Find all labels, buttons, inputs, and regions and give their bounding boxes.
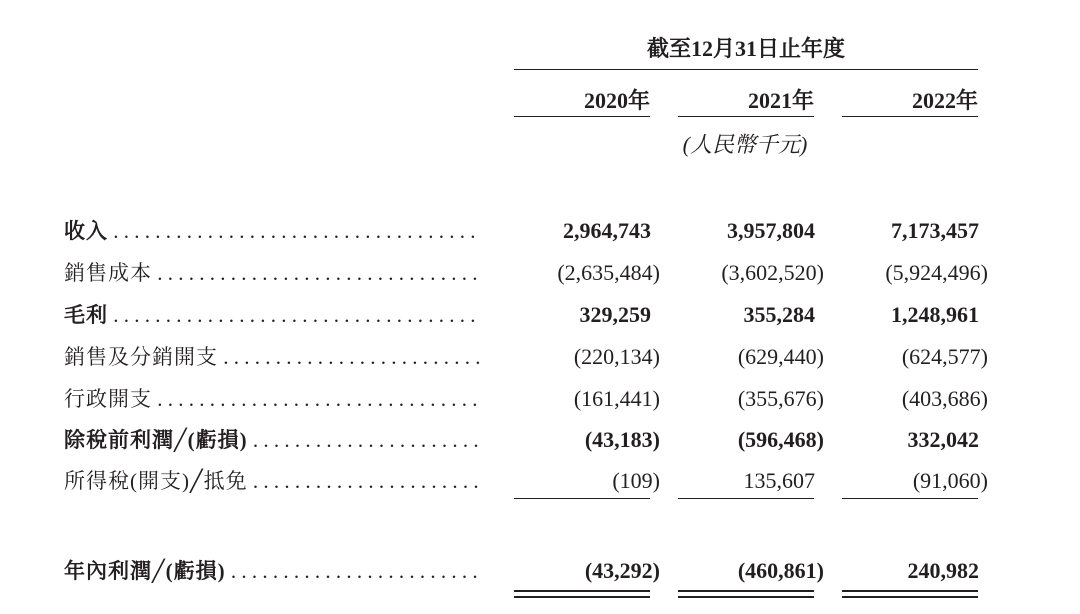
- row-revenue: [0, 213, 1080, 249]
- row-label: 行政開支 . . .: [64, 381, 482, 417]
- row-label: 年內利潤╱(虧損) . . .: [64, 553, 482, 589]
- row-label: 銷售成本 . . .: [64, 255, 482, 291]
- value-2021: (460,861): [737, 558, 824, 583]
- value-2020: 2,964,743: [563, 218, 651, 243]
- period-header-rule: [514, 69, 978, 70]
- value-2022: 1,248,961: [891, 302, 979, 327]
- year-header-2021: 2021年: [747, 88, 814, 113]
- value-2021: 3,957,804: [727, 218, 815, 243]
- value-2020: (43,183): [584, 427, 660, 452]
- value-2022: (91,060): [912, 468, 988, 493]
- subtotal-rule-2022: [842, 498, 978, 499]
- row-label: 除稅前利潤╱(虧損) . . .: [64, 422, 482, 458]
- row-label: 所得稅(開支)╱抵免 . . .: [64, 463, 482, 499]
- value-2022: (624,577): [901, 344, 988, 369]
- value-2021: (355,676): [737, 386, 824, 411]
- value-2022: (403,686): [901, 386, 988, 411]
- value-2020: (2,635,484): [557, 260, 660, 285]
- row-selling-distribution-expenses: [0, 339, 1080, 375]
- row-profit-for-year: [0, 553, 1080, 589]
- year-rule-2022: [842, 116, 978, 117]
- value-2020: 329,259: [579, 302, 651, 327]
- row-label: 收入 . . .: [64, 213, 482, 249]
- value-2020: (43,292): [584, 558, 660, 583]
- period-header: 截至12月31日止年度: [646, 36, 845, 61]
- row-administrative-expenses: [0, 381, 1080, 417]
- value-2022: 332,042: [907, 427, 979, 452]
- row-gross-profit: [0, 297, 1080, 333]
- total-double-rule-2021: [678, 590, 814, 598]
- total-double-rule-2020: [514, 590, 650, 598]
- value-2020: (161,441): [573, 386, 660, 411]
- row-label: 銷售及分銷開支 . . .: [64, 339, 482, 375]
- value-2021: 355,284: [743, 302, 815, 327]
- value-2022: 240,982: [907, 558, 979, 583]
- row-income-tax: [0, 463, 1080, 499]
- total-double-rule-2022: [842, 590, 978, 598]
- year-header-2020: 2020年: [583, 88, 650, 113]
- year-rule-2021: [678, 116, 814, 117]
- value-2021: 135,607: [743, 468, 815, 493]
- value-2022: (5,924,496): [885, 260, 988, 285]
- value-2020: (109): [612, 468, 660, 493]
- subtotal-rule-2020: [514, 498, 650, 499]
- row-cost-of-sales: [0, 255, 1080, 291]
- value-2021: (596,468): [737, 427, 824, 452]
- value-2020: (220,134): [573, 344, 660, 369]
- row-label: 毛利 . . .: [64, 297, 482, 333]
- year-header-2022: 2022年: [911, 88, 978, 113]
- value-2021: (629,440): [737, 344, 824, 369]
- row-profit-before-tax: [0, 422, 1080, 458]
- value-2022: 7,173,457: [891, 218, 979, 243]
- year-rule-2020: [514, 116, 650, 117]
- subtotal-rule-2021: [678, 498, 814, 499]
- currency-unit-note: (人民幣千元): [682, 132, 808, 157]
- value-2021: (3,602,520): [721, 260, 824, 285]
